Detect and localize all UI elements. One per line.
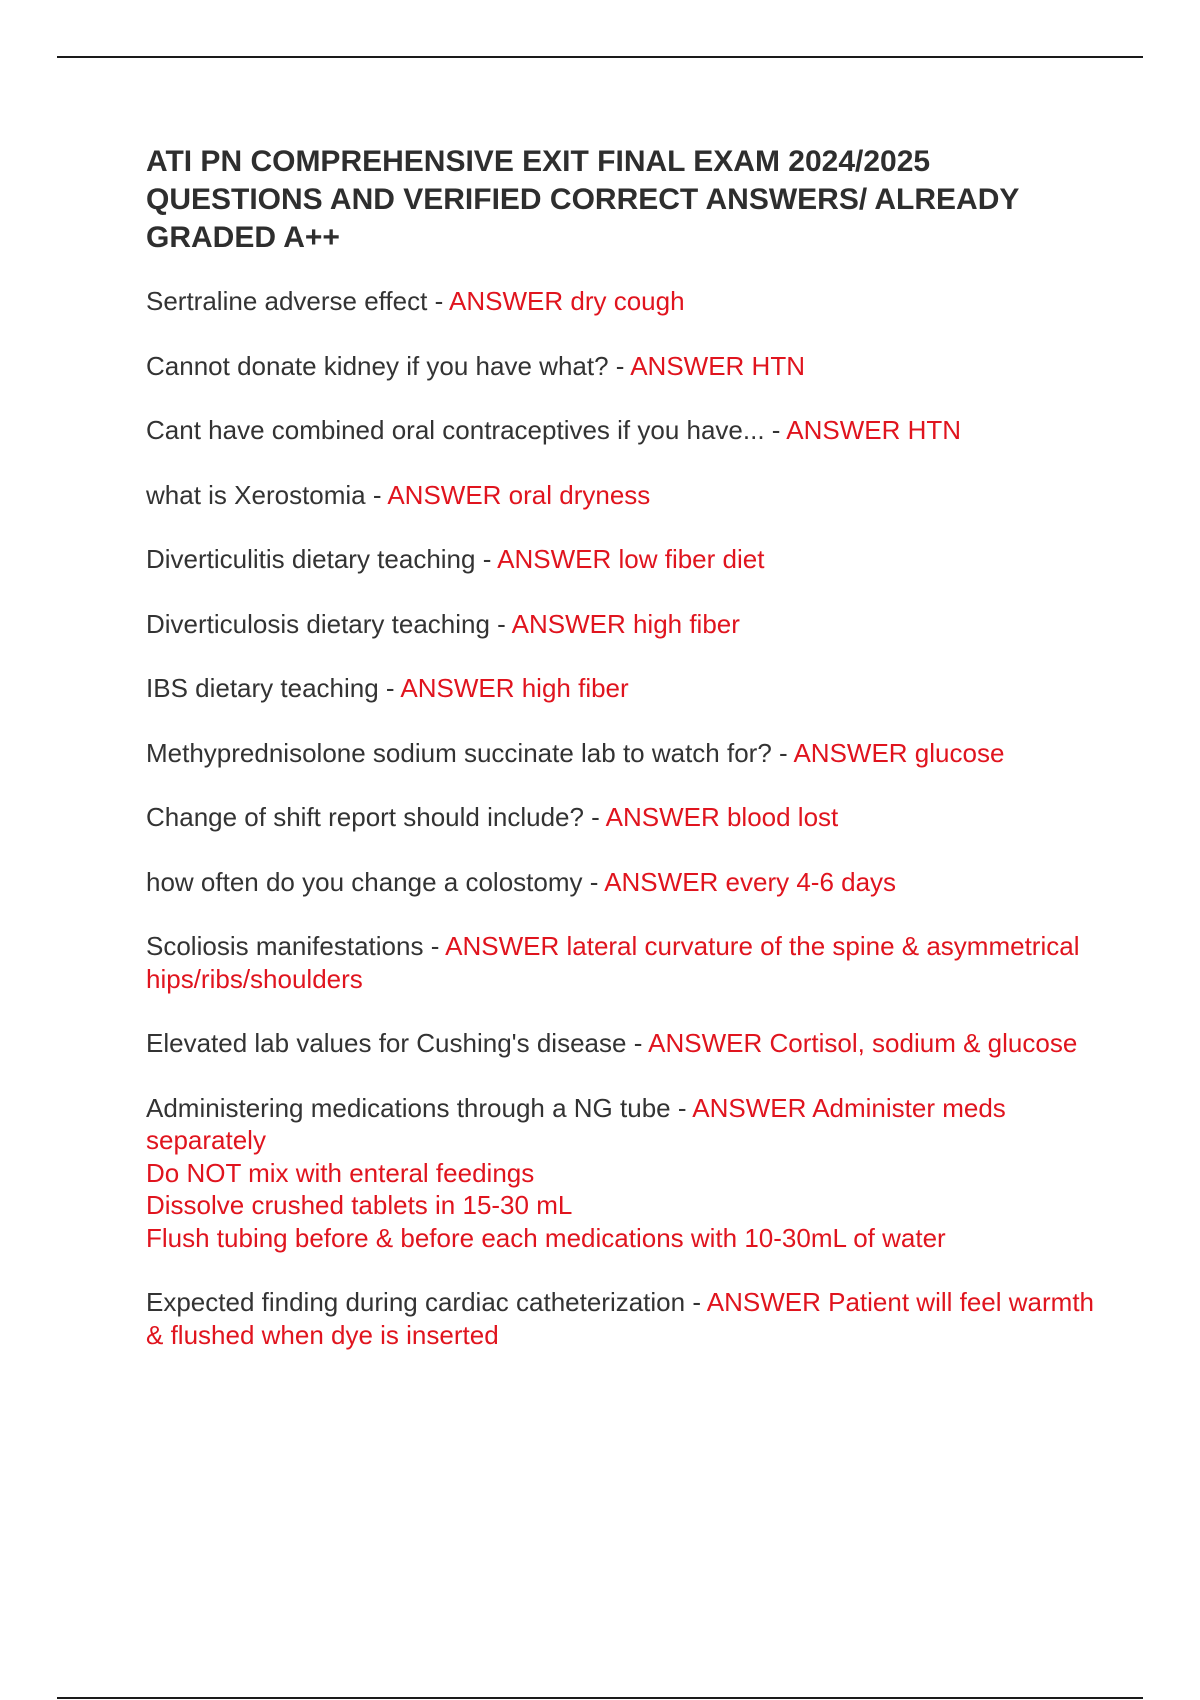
answer-text: ANSWER Administer meds separately (146, 1092, 1006, 1155)
separator: - (365, 479, 388, 510)
separator: - (685, 1287, 707, 1317)
answer-line: Flush tubing before & before each medications with 10-30mL of water (146, 1222, 946, 1253)
separator: - (427, 286, 450, 316)
question-text: Expected finding during cardiac catheterization (146, 1287, 686, 1317)
question-text: IBS dietary teaching (146, 673, 379, 703)
separator: - (583, 802, 606, 832)
answer-text: ANSWER oral dryness (387, 479, 651, 510)
separator: - (423, 931, 446, 961)
document-body (146, 143, 1106, 1383)
separator: - (489, 608, 512, 639)
question-text: Cant have combined oral contraceptives if you have... (146, 415, 765, 445)
top-rule (57, 56, 1143, 58)
answer-text: ANSWER blood lost (605, 802, 839, 832)
answer-line: Dissolve crushed tablets in 15-30 mL (146, 1190, 573, 1220)
answer-text: ANSWER dry cough (449, 286, 685, 316)
qa-item (146, 737, 1106, 770)
answer-text: ANSWER low fiber diet (497, 544, 765, 574)
qa-item (146, 1092, 1106, 1255)
answer-text: ANSWER HTN (630, 350, 805, 381)
qa-item (146, 801, 1106, 834)
qa-item (146, 866, 1106, 899)
separator: - (764, 415, 787, 445)
question-text: Methyprednisolone sodium succinate lab to watch for? (146, 737, 772, 768)
question-text: Scoliosis manifestations (146, 931, 424, 961)
separator: - (771, 737, 794, 768)
qa-item (146, 672, 1106, 705)
separator: - (582, 866, 605, 897)
separator: - (378, 673, 401, 703)
separator: - (475, 544, 498, 574)
answer-text: ANSWER HTN (786, 415, 962, 445)
separator: - (608, 350, 631, 381)
answer-line: Do NOT mix with enteral feedings (146, 1157, 535, 1188)
page-title: ATI PN COMPREHENSIVE EXIT FINAL EXAM 2024/2025 QUESTIONS AND VERIFIED CORRECT ANSWERS/ ALREADY GRADED A++ (146, 145, 1019, 254)
separator: - (626, 1028, 649, 1058)
separator: - (670, 1092, 693, 1123)
question-text: Cannot donate kidney if you have what? (146, 350, 609, 381)
answer-text: ANSWER high fiber (511, 608, 740, 639)
bottom-rule (57, 1697, 1143, 1699)
qa-item (146, 350, 1106, 383)
answer-text: ANSWER every 4-6 days (604, 866, 897, 897)
qa-item (146, 479, 1106, 512)
answer-text: ANSWER Patient will feel warmth & flushed when dye is inserted (146, 1287, 1095, 1350)
answer-text: ANSWER glucose (793, 737, 1005, 768)
qa-item (146, 930, 1106, 995)
qa-item (146, 285, 1106, 318)
qa-item (146, 608, 1106, 641)
question-text: Diverticulitis dietary teaching (146, 544, 476, 574)
question-text: Diverticulosis dietary teaching (146, 608, 490, 639)
answer-text: ANSWER high fiber (400, 673, 629, 703)
answer-text: ANSWER Cortisol, sodium & glucose (648, 1028, 1078, 1058)
question-text: Administering medications through a NG tube (146, 1092, 671, 1123)
question-text: how often do you change a colostomy (146, 866, 583, 897)
qa-item (146, 1286, 1106, 1351)
qa-item (146, 414, 1106, 447)
question-text: what is Xerostomia (146, 479, 366, 510)
answer-text: ANSWER lateral curvature of the spine & asymmetrical hips/ribs/shoulders (146, 931, 1080, 994)
qa-item (146, 1027, 1106, 1060)
question-text: Elevated lab values for Cushing's disease (146, 1028, 627, 1058)
question-text: Sertraline adverse effect (146, 286, 428, 316)
qa-item (146, 543, 1106, 576)
question-text: Change of shift report should include? (146, 802, 584, 832)
